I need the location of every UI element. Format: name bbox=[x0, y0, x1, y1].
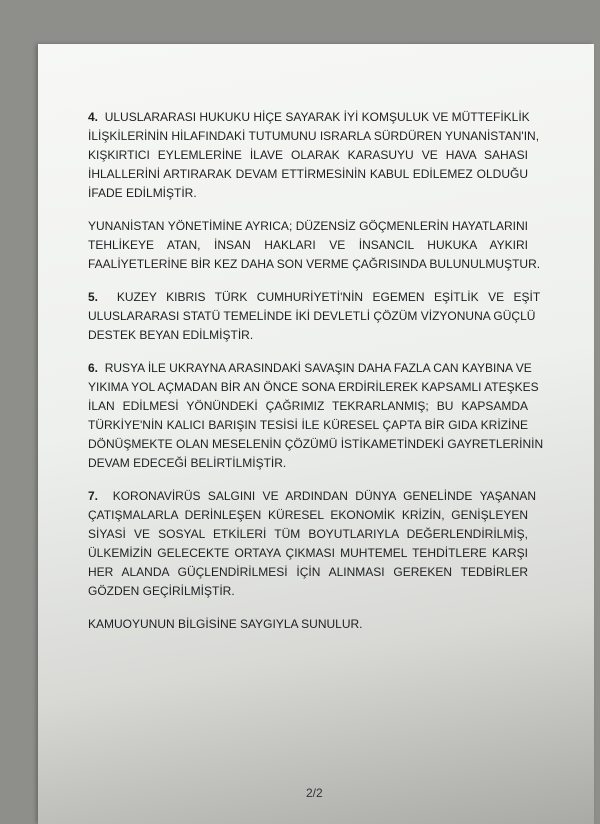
document-body bbox=[88, 108, 544, 648]
line-text: DESTEK BEYAN EDİLMİŞTİR. bbox=[88, 328, 254, 342]
line-text: ÇATIŞMALARLA DERİNLEŞEN KÜRESEL EKONOMİK KRİZİN, GENİŞLEYEN bbox=[88, 508, 528, 522]
paragraph-number: 4. bbox=[88, 110, 99, 124]
line-text: KUZEY KIBRIS TÜRK CUMHURİYETİ'NİN EGEMEN EŞİTLİK VE EŞİT bbox=[116, 290, 541, 304]
paragraph-number: 6. bbox=[88, 361, 99, 375]
line-text: ÜLKEMİZİN GELECEKTE ORTAYA ÇIKMASI MUHTEMEL TEHDİTLERE KARŞI bbox=[88, 546, 528, 560]
line-text: KIŞKIRTICI EYLEMLERİNE İLAVE OLARAK KARASUYU VE HAVA SAHASI bbox=[88, 148, 528, 162]
line-text: TÜRKİYE'NİN KALICI BARIŞIN TESİSİ İLE KÜRESEL ÇAPTA BİR GIDA KRİZİNE bbox=[88, 418, 528, 432]
line-text: KAMUOYUNUN BİLGİSİNE SAYGIYLA SUNULUR. bbox=[88, 617, 363, 631]
line-text: GÖZDEN GEÇİRİLMİŞTİR. bbox=[88, 584, 235, 598]
text-line bbox=[88, 326, 528, 345]
line-text: HER ALANDA GÜÇLENDİRİLMESİ İÇİN ALINMASI GEREKEN TEDBİRLER bbox=[88, 565, 528, 579]
line-text: İLİŞKİLERİNİN HİLAFINDAKİ TUTUMUNU ISRARLA SÜRDÜREN YUNANİSTAN'IN, bbox=[88, 129, 540, 143]
text-line bbox=[88, 563, 528, 582]
line-text: ULUSLARARASI STATÜ TEMELİNDE İKİ DEVLETLİ ÇÖZÜM VİZYONUNA GÜÇLÜ bbox=[88, 309, 536, 323]
text-line bbox=[88, 435, 544, 454]
text-line bbox=[88, 236, 528, 255]
text-line bbox=[88, 359, 532, 378]
text-line bbox=[88, 255, 541, 274]
line-text: FAALİYETLERİNE BİR KEZ DAHA SON VERME ÇAĞRISINDA BULUNULMUŞTUR. bbox=[88, 257, 541, 271]
text-line bbox=[88, 416, 528, 435]
text-line bbox=[88, 506, 528, 525]
paragraph-number: 7. bbox=[88, 489, 99, 503]
line-text: YUNANİSTAN YÖNETİMİNE AYRICA; DÜZENSİZ GÖÇMENLERİN HAYATLARINI bbox=[88, 219, 528, 233]
line-text: İLAN EDİLMESİ YÖNÜNDEKİ ÇAĞRIMIZ TEKRARLANMIŞ; BU KAPSAMDA bbox=[88, 399, 528, 413]
line-text: TEHLİKEYE ATAN, İNSAN HAKLARI VE İNSANCIL HUKUKA AYKIRI bbox=[88, 238, 528, 252]
text-line bbox=[88, 397, 528, 416]
paragraph bbox=[88, 487, 537, 601]
line-text: İHLALLERİNİ ARTIRARAK DEVAM ETTİRMESİNİN KABUL EDİLEMEZ OLDUĞU bbox=[88, 167, 528, 181]
line-text: YIKIMA YOL AÇMADAN BİR AN ÖNCE SONA ERDİRİLEREK KAPSAMLI ATEŞKES bbox=[88, 380, 539, 394]
line-text: DEVAM EDECEĞİ BELİRTİLMİŞTİR. bbox=[88, 456, 287, 470]
line-text: SİYASİ VE SOSYAL ETKİLERİ TÜM BOYUTLARIYLA DEĞERLENDİRİLMİŞ, bbox=[88, 527, 528, 541]
text-line bbox=[88, 217, 528, 236]
paragraph-number: 5. bbox=[88, 290, 99, 304]
paragraph bbox=[88, 359, 544, 473]
text-line bbox=[88, 454, 528, 473]
text-line bbox=[88, 165, 528, 184]
text-line bbox=[88, 487, 537, 506]
text-line bbox=[88, 378, 539, 397]
line-text: İFADE EDİLMİŞTİR. bbox=[88, 186, 197, 200]
text-line bbox=[88, 307, 536, 326]
text-line bbox=[88, 582, 528, 601]
text-line bbox=[88, 544, 528, 563]
paragraph bbox=[88, 288, 541, 345]
text-line bbox=[88, 184, 528, 203]
text-line bbox=[88, 146, 528, 165]
line-text: DÖNÜŞMEKTE OLAN MESELENİN ÇÖZÜMÜ İSTİKAMETİNDEKİ GAYRETLERİNİN bbox=[88, 437, 544, 451]
line-text: ULUSLARARASI HUKUKU HİÇE SAYARAK İYİ KOMŞULUK VE MÜTTEFİKLİK bbox=[104, 110, 530, 124]
paragraph bbox=[88, 217, 541, 274]
text-line bbox=[88, 288, 541, 307]
paragraph bbox=[88, 615, 528, 634]
page-number: 2/2 bbox=[306, 786, 323, 800]
paragraph bbox=[88, 108, 540, 203]
line-text: RUSYA İLE UKRAYNA ARASINDAKİ SAVAŞIN DAHA FAZLA CAN KAYBINA VE bbox=[104, 361, 532, 375]
text-line bbox=[88, 127, 540, 146]
text-line bbox=[88, 615, 528, 634]
text-line bbox=[88, 525, 528, 544]
text-line bbox=[88, 108, 528, 127]
line-text: KORONAVİRÜS SALGINI VE ARDINDAN DÜNYA GENELİNDE YAŞANAN bbox=[112, 489, 537, 503]
